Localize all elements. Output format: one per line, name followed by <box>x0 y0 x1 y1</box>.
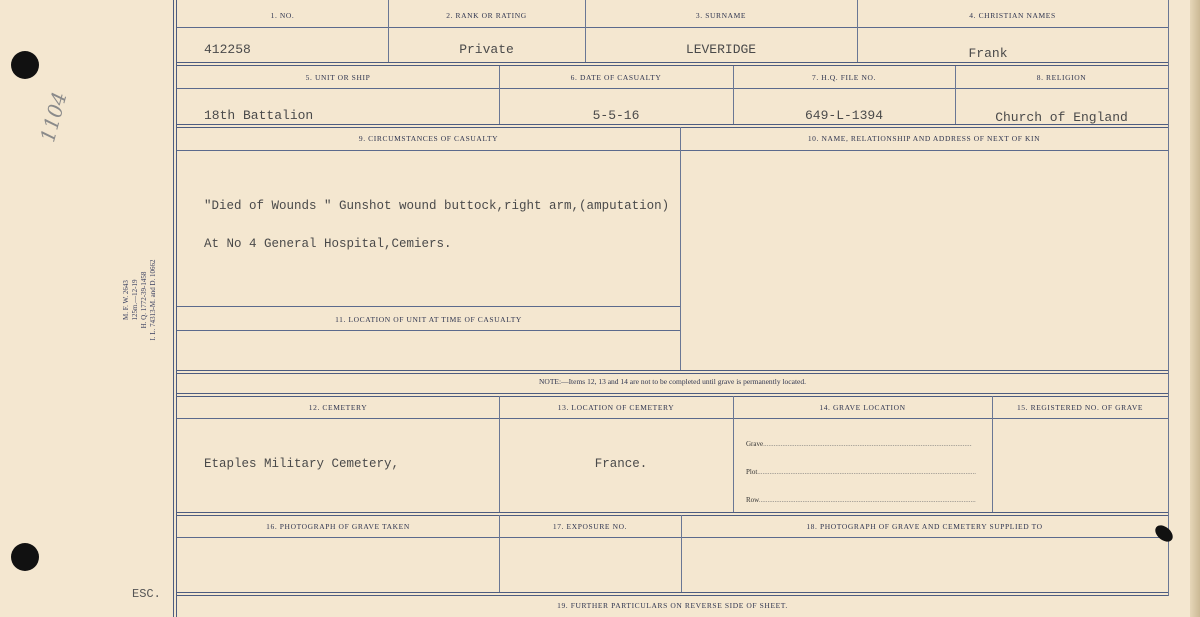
label-surname: 3. SURNAME <box>695 11 747 20</box>
label-cemetery: 12. CEMETERY <box>308 403 368 412</box>
value-date: 5-5-16 <box>592 108 640 123</box>
grave-field-label: Grave <box>746 440 764 448</box>
circumstances-line: "Died of Wounds " Gunshot wound buttock,right arm,(amputation) <box>204 199 670 213</box>
value-no: 412258 <box>204 42 251 57</box>
form-code <box>122 259 158 340</box>
label-location-of-cemetery: 13. LOCATION OF CEMETERY <box>557 403 675 412</box>
value-surname: LEVERIDGE <box>685 42 757 57</box>
page-edge <box>1190 0 1200 617</box>
label-no: 1. NO. <box>270 11 295 20</box>
plot-field-label: Plot <box>746 468 758 476</box>
value-rank: Private <box>459 42 514 57</box>
row-field <box>746 496 976 504</box>
note: NOTE:—Items 12, 13 and 14 are not to be completed until grave is permanently located. <box>538 377 806 386</box>
value-location-of-cemetery: France. <box>594 457 648 471</box>
label-unit: 5. UNIT OR SHIP <box>305 73 371 82</box>
label-rank: 2. RANK OR RATING <box>446 11 527 20</box>
value-religion: Church of England <box>995 110 1128 125</box>
stamp-esc: ESC. <box>132 587 161 601</box>
form-code-line: I. L. 74313-M. and D. 10662 <box>149 259 157 341</box>
row-field-label: Row <box>746 496 759 504</box>
punch-hole-top <box>11 51 39 79</box>
label-photograph-taken: 16. PHOTOGRAPH OF GRAVE TAKEN <box>266 522 410 531</box>
form-code-line: H. Q. 1772-39-1458 <box>140 271 148 329</box>
label-photograph-supplied: 18. PHOTOGRAPH OF GRAVE AND CEMETERY SUPPLIED TO <box>806 522 1043 531</box>
label-exposure-no: 17. EXPOSURE NO. <box>552 522 628 531</box>
label-christian-names: 4. CHRISTIAN NAMES <box>969 11 1056 20</box>
value-christian-names: Frank <box>968 46 1008 61</box>
label-location-of-unit: 11. LOCATION OF UNIT AT TIME OF CASUALTY <box>335 315 522 324</box>
value-cemetery: Etaples Military Cemetery, <box>204 457 400 471</box>
value-unit: 18th Battalion <box>204 108 314 123</box>
grave-field <box>746 440 972 448</box>
label-grave-location: 14. GRAVE LOCATION <box>819 403 906 412</box>
circumstances-line: At No 4 General Hospital,Cemiers. <box>204 237 452 251</box>
label-registered-no: 15. REGISTERED NO. OF GRAVE <box>1016 403 1144 412</box>
punch-hole-bottom <box>11 543 39 571</box>
footer-note: 19. FURTHER PARTICULARS ON REVERSE SIDE OF SHEET. <box>557 601 788 610</box>
label-next-of-kin: 10. NAME, RELATIONSHIP AND ADDRESS OF NEXT OF KIN <box>807 134 1041 143</box>
label-circumstances: 9. CIRCUMSTANCES OF CASUALTY <box>358 134 499 143</box>
value-file-no: 649-L-1394 <box>804 108 883 123</box>
form-code-line: 125m.—12-19 <box>131 279 139 321</box>
label-file-no: 7. H.Q. FILE NO. <box>812 73 876 82</box>
label-religion: 8. RELIGION <box>1036 73 1087 82</box>
handwritten-number: 1104 <box>35 89 72 145</box>
form-code-line: M. F. W. 2643 <box>122 280 130 320</box>
label-date: 6. DATE OF CASUALTY <box>570 73 662 82</box>
plot-field <box>746 468 976 476</box>
